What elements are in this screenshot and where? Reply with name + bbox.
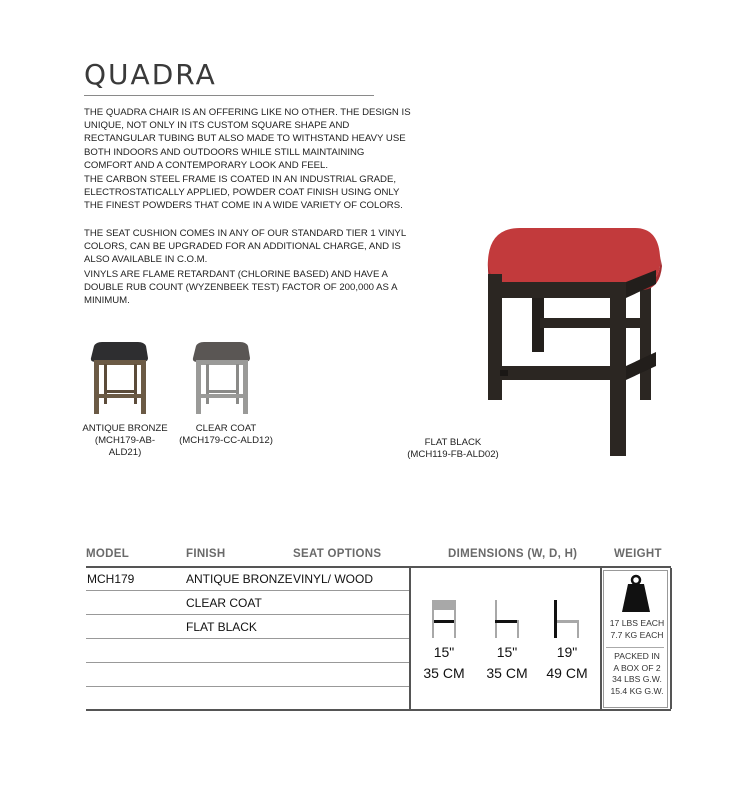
row-rule-2 — [86, 614, 409, 615]
cell-seat-option: VINYL/ WOOD — [293, 572, 374, 586]
weight-packed: PACKED IN A BOX OF 2 34 LBS G.W. 15.4 KG G.W. — [610, 651, 664, 696]
table-top-rule — [86, 566, 671, 568]
cell-model: MCH179 — [87, 572, 135, 586]
header-seat-options: SEAT OPTIONS — [293, 548, 382, 560]
weight-right-divider — [670, 568, 672, 709]
row-rule-4 — [86, 662, 409, 663]
row-rule-5 — [86, 686, 409, 687]
cell-finish-2: CLEAR COAT — [186, 596, 262, 610]
dims-left-divider — [409, 568, 411, 709]
weight-each: 17 LBS EACH 7.7 KG EACH — [609, 618, 665, 640]
header-dimensions: DIMENSIONS (W, D, H) — [448, 548, 578, 560]
description-paragraph-3: THE SEAT CUSHION COMES IN ANY OF OUR STANDARD TIER 1 VINYL COLORS, CAN BE UPGRADED FOR AN ADDITIONAL CHARGE, AND IS ALSO AVAILABLE IN C.O.M. — [84, 228, 406, 266]
antique-bronze-caption: ANTIQUE BRONZE (MCH179-AB-ALD21) — [82, 423, 168, 458]
title-divider — [84, 95, 374, 96]
weight-inner-top — [603, 570, 668, 571]
description-paragraph-1: THE QUADRA CHAIR IS AN OFFERING LIKE NO OTHER. THE DESIGN IS UNIQUE, NOT ONLY IN ITS CUSTOM SQUARE SHAPE AND RECTANGULAR TUBING BUT ALSO MADE TO WITHSTAND HEAVY USE BOTH INDOORS AND OUTDOORS WHILE STILL MAINTAINING COMFORT AND A CONTEMPORARY LOOK AND FEEL. — [84, 107, 411, 171]
height-inches: 19" — [556, 644, 578, 660]
weight-inner-bottom — [603, 707, 668, 708]
clear-coat-stool-image — [188, 340, 254, 416]
flat-black-stool-image — [480, 222, 670, 458]
row-rule-1 — [86, 590, 409, 591]
cell-finish-1: ANTIQUE BRONZE — [186, 572, 293, 586]
weight-separator — [606, 647, 664, 648]
header-weight: WEIGHT — [614, 548, 662, 560]
depth-cm: 35 CM — [486, 665, 528, 681]
width-diagram-icon — [430, 598, 458, 640]
page-title: QUADRA — [84, 58, 217, 91]
weight-left-divider — [600, 568, 602, 709]
header-finish: FINISH — [186, 548, 226, 560]
table-bottom-rule — [86, 709, 671, 711]
height-cm: 49 CM — [546, 665, 588, 681]
flat-black-caption: FLAT BLACK (MCH119-FB-ALD02) — [407, 437, 499, 460]
row-rule-3 — [86, 638, 409, 639]
depth-diagram-icon — [492, 598, 520, 640]
width-cm: 35 CM — [423, 665, 465, 681]
weight-icon — [620, 574, 652, 614]
cell-finish-3: FLAT BLACK — [186, 620, 257, 634]
header-model: MODEL — [86, 548, 130, 560]
description-paragraph-4: VINYLS ARE FLAME RETARDANT (CHLORINE BASED) AND HAVE A DOUBLE RUB COUNT (WYZENBEEK TEST) FACTOR OF 200,000 AS A MINIMUM. — [84, 269, 397, 307]
width-inches: 15" — [433, 644, 455, 660]
clear-coat-caption: CLEAR COAT (MCH179-CC-ALD12) — [179, 423, 273, 446]
description-paragraph-2: THE CARBON STEEL FRAME IS COATED IN AN INDUSTRIAL GRADE, ELECTROSTATICALLY APPLIED, POWDER COAT FINISH USING ONLY THE FINEST POWDERS THAT COME IN A WIDE VARIETY OF COLORS. — [84, 174, 403, 212]
height-diagram-icon — [552, 598, 582, 640]
antique-bronze-stool-image — [86, 340, 152, 416]
depth-inches: 15" — [496, 644, 518, 660]
